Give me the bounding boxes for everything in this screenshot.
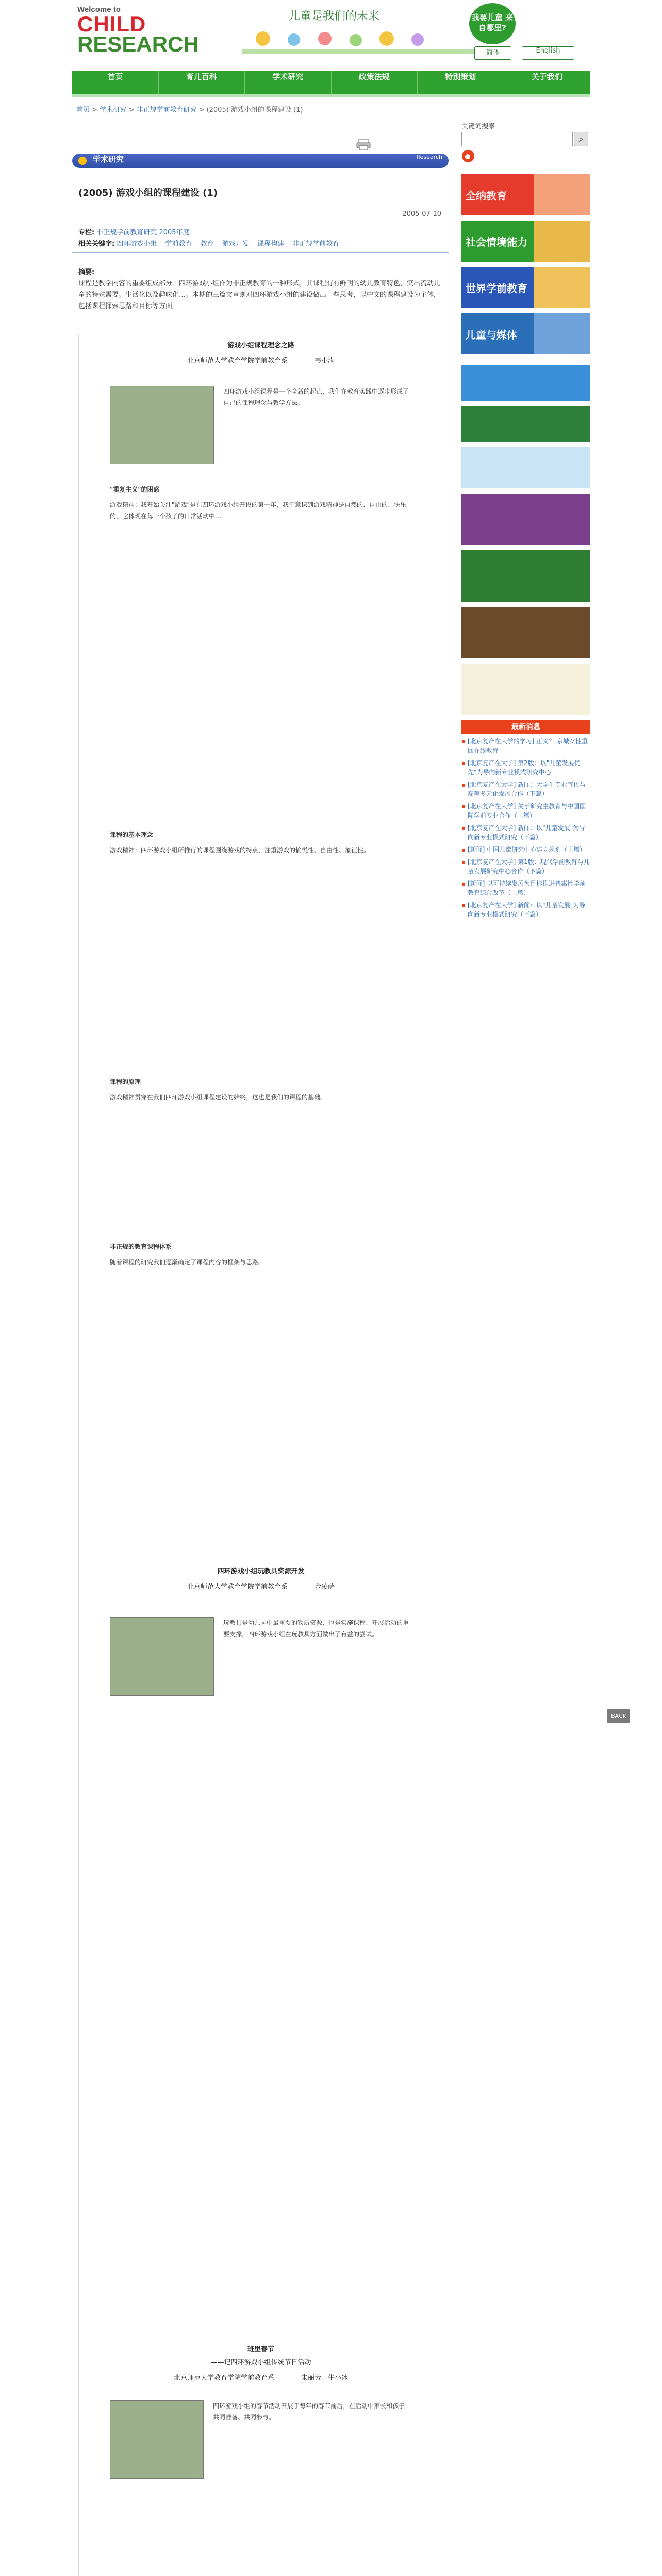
- promo-banner-3[interactable]: [461, 447, 590, 488]
- article-photo: [110, 1617, 214, 1696]
- subnav-bar: [72, 94, 590, 97]
- crumb-current: (2005) 游戏小组的课程建设 (1): [206, 106, 303, 114]
- block5-para: 玩教具是幼儿园中最重要的物质资源，也是实施课程、开展活动的重要支撑，四环游戏小组在玩教具方面做出了有益的尝试。: [223, 1619, 409, 1638]
- banner-photo: [534, 267, 590, 308]
- block2-heading: 课程的基本理念: [110, 831, 154, 838]
- abstract-label: 摘要:: [78, 268, 95, 276]
- column-label: 专栏:: [78, 229, 95, 236]
- section-icon: [78, 157, 87, 165]
- tag-link[interactable]: 教育: [200, 240, 214, 248]
- block3-heading: 课程的原理: [110, 1078, 141, 1086]
- tag-link[interactable]: 学前教育: [165, 240, 192, 248]
- tag-link[interactable]: 非正规学前教育: [292, 240, 340, 248]
- main-content: [72, 117, 449, 2576]
- nav-parenting[interactable]: 育儿百科: [159, 71, 245, 94]
- breadcrumb: 首页 > 学术研究 > 非正规学前教育研究 > (2005) 游戏小组的课程建设 (1): [76, 106, 303, 114]
- news-item[interactable]: ▪ [新闻] 中国儿童研究中心建立规划（上篇）: [461, 845, 590, 854]
- meta-divider: [72, 252, 449, 253]
- logo-top-text: Welcome to: [77, 5, 121, 14]
- article-photo: [110, 2400, 204, 2479]
- block5-author: 北京师范大学教育学院学前教育系 金凌萨: [187, 1583, 335, 1591]
- promo-banner-5[interactable]: [461, 550, 590, 602]
- block1-heading: "重复主义"的困惑: [110, 486, 160, 493]
- news-list-title: 最新消息: [461, 720, 590, 734]
- banner-photo: [534, 174, 590, 215]
- promo-banner-6[interactable]: [461, 607, 590, 658]
- block1-para2: 游戏精神：我开始关注"游戏"是在四环游戏小组开设的第一年，我们意识到游戏精神是自然的、自由的、快乐的，它体现在每一个孩子的日常活动中…: [110, 501, 407, 520]
- nav-special[interactable]: 特别策划: [418, 71, 504, 94]
- article-body: [78, 334, 443, 2576]
- article-date: 2005-07-10: [402, 210, 441, 218]
- block5-title: 四环游戏小组玩教具资源开发: [217, 1568, 305, 1575]
- news-list: [461, 736, 590, 922]
- section-title: 学术研究: [93, 155, 124, 164]
- block4-heading: 非正规的教育课程体系: [110, 1243, 172, 1250]
- banner-world-preschool[interactable]: 世界学前教育: [461, 267, 590, 308]
- promo-banner-7[interactable]: [461, 664, 590, 715]
- lang-cn-button[interactable]: 简体: [474, 46, 511, 60]
- banner-social-ability[interactable]: 社会情境能力: [461, 221, 590, 262]
- promo-banner-4[interactable]: [461, 494, 590, 545]
- news-item[interactable]: ▪ [北京复产在大学] 新闻：以"儿童发展"为导向新专业模式研究（下篇）: [461, 901, 590, 919]
- nav-home[interactable]: 首页: [72, 71, 159, 94]
- nav-policy[interactable]: 政策法规: [332, 71, 418, 94]
- news-item[interactable]: ▪ [新闻] 以可持续发展为目标推进普惠性学前教育综合改革（上篇）: [461, 879, 590, 897]
- logo-child: CHILD: [77, 12, 146, 36]
- news-item[interactable]: ▪ [北京复产在大学] 新闻：以"儿童发展"为导向新专业模式研究（下篇）: [461, 823, 590, 842]
- tag-link[interactable]: 四环游戏小组: [117, 240, 157, 248]
- site-slogan: 儿童是我们的未来: [289, 10, 380, 23]
- site-header: [72, 0, 590, 57]
- promo-banner-1[interactable]: [461, 365, 590, 401]
- article-title: (2005) 游戏小组的课程建设 (1): [78, 188, 218, 198]
- nav-research[interactable]: 学术研究: [245, 71, 332, 94]
- crumb-nonformal[interactable]: 非正规学前教育研究: [136, 106, 197, 114]
- article-photo: [110, 386, 214, 464]
- promo-balloon[interactable]: 我要儿童 来自哪里?: [469, 3, 516, 44]
- block6-author: 北京师范大学教育学院学前教育系 朱丽芳 牛小冰: [173, 2374, 348, 2382]
- crumb-home[interactable]: 首页: [76, 106, 90, 114]
- abstract-text: 课程是教学内容的重要组成部分。四环游戏小组作为非正规教育的一种形式，其课程有有鲜明的幼儿教育特色，突出流动儿童的特殊需要。生活化以及趣味化…。本期的三篇文章则对四环游戏小组的建设做出一些思考，以中文的课程建设为主体，包括课程探索思路和目标等方面。: [78, 280, 441, 310]
- tag-link[interactable]: 课程构建: [257, 240, 284, 248]
- kids-illustration: [242, 23, 490, 54]
- search-label: 关键词搜索: [461, 123, 495, 130]
- weibo-icon[interactable]: [461, 149, 475, 163]
- banner-inclusive-education[interactable]: 全纳教育: [461, 174, 590, 215]
- news-item[interactable]: ▪ [北京复产在大学] 关于研究生教育与中国国际学前专业合作（上篇）: [461, 802, 590, 820]
- news-item[interactable]: ▪ [北京复产在大学的学习] 正义？ 京城女性重回在线教育: [461, 737, 590, 755]
- tags-line: [78, 238, 345, 248]
- news-item[interactable]: ▪ [北京复产在大学] 第1版：现代学前教育与儿童发展研究中心合作（下篇）: [461, 857, 590, 876]
- block2-para: 游戏精神：四环游戏小组所推行的课程围绕游戏的特点，注重游戏的愉悦性、自由性、象征性。: [110, 846, 370, 854]
- news-item[interactable]: ▪ [北京复产在大学] 第2版：以"儿童发展优先"为导向新专业模式研究中心: [461, 758, 590, 777]
- banner-children-media[interactable]: 儿童与媒体: [461, 313, 590, 354]
- tags-label: 相关关键字:: [78, 240, 115, 248]
- search-icon[interactable]: ⌕: [574, 132, 588, 146]
- article-abstract: [78, 267, 442, 312]
- lang-en-button[interactable]: English: [522, 46, 574, 60]
- column-line: [78, 227, 196, 236]
- block6-subtitle: ——记四环游戏小组传统节日活动: [210, 2359, 311, 2366]
- tag-link[interactable]: 游戏开发: [222, 240, 249, 248]
- block4-para: 随着课程的研究我们逐渐确定了课程内容的框架与思路。: [110, 1259, 265, 1266]
- section-header: [72, 154, 449, 168]
- promo-banner-2[interactable]: [461, 406, 590, 442]
- block1-author: 北京师范大学教育学院学前教育系 韦小满: [187, 357, 335, 365]
- block6-para: 四环游戏小组的春节活动开展于每年的春节前后，在活动中家长和孩子共同准备、共同参与。: [213, 2402, 405, 2421]
- block3-para: 游戏精神贯穿在我们四环游戏小组课程建设的始终，这也是我们的课程的基础。: [110, 1094, 327, 1101]
- main-nav: [72, 71, 590, 94]
- back-to-top-button[interactable]: BACK TOP: [607, 1709, 630, 1723]
- search-input[interactable]: [461, 132, 573, 146]
- banner-photo: [534, 313, 590, 354]
- column-link[interactable]: 非正规学前教育研究 2005年度: [96, 229, 190, 236]
- banner-photo: [534, 221, 590, 262]
- section-subtitle: Research: [416, 154, 442, 160]
- crumb-research[interactable]: 学术研究: [100, 106, 127, 114]
- block1-title: 游戏小组课程理念之路: [227, 342, 294, 349]
- block1-para1: 四环游戏小组课程是一个全新的起点，我们在教育实践中逐步形成了自己的课程理念与教学方法。: [223, 388, 409, 406]
- block6-title: 班里春节: [247, 2346, 274, 2353]
- nav-about[interactable]: 关于我们: [531, 72, 562, 81]
- print-icon[interactable]: [356, 138, 371, 150]
- logo-research: RESEARCH: [77, 32, 199, 56]
- news-item[interactable]: ▪ [北京复产在大学] 新闻：大学生专业宣传与高等多元化发展合作（下篇）: [461, 780, 590, 799]
- site-logo[interactable]: [77, 5, 211, 56]
